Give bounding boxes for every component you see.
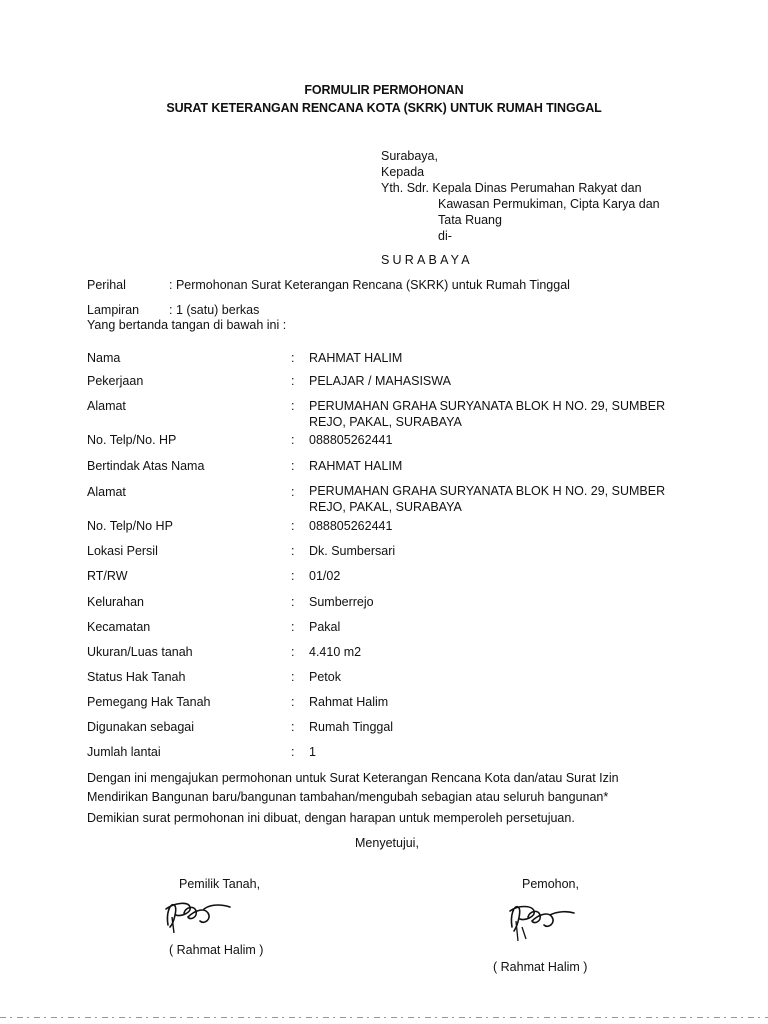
field-label: Pekerjaan (87, 374, 144, 388)
field-colon: : (291, 519, 295, 533)
field-colon: : (291, 695, 295, 709)
field-colon: : (291, 459, 295, 473)
applicant-signature (500, 897, 580, 947)
intro-text: Yang bertanda tangan di bawah ini : (87, 318, 287, 332)
scan-edge-divider (0, 1016, 768, 1019)
field-value: Pakal (309, 620, 341, 634)
lampiran-label: Lampiran (87, 303, 140, 317)
field-colon: : (291, 485, 295, 499)
field-value: RAHMAT HALIM (309, 351, 403, 365)
field-colon: : (291, 670, 295, 684)
field-value-line2: REJO, PAKAL, SURABAYA (309, 415, 462, 429)
field-label: Status Hak Tanah (87, 670, 186, 684)
recipient-line1: Yth. Sdr. Kepala Dinas Perumahan Rakyat dan (381, 181, 642, 195)
field-label: Pemegang Hak Tanah (87, 695, 211, 709)
field-value: 01/02 (309, 569, 341, 583)
field-label: Alamat (87, 399, 126, 413)
field-value: Rahmat Halim (309, 695, 389, 709)
recipient-city: SURABAYA (381, 253, 473, 267)
field-colon: : (291, 374, 295, 388)
recipient-di: di- (438, 229, 452, 243)
field-label: Jumlah lantai (87, 745, 161, 759)
field-label: Lokasi Persil (87, 544, 158, 558)
owner-name: ( Rahmat Halim ) (169, 943, 264, 957)
field-colon: : (291, 595, 295, 609)
field-value: PERUMAHAN GRAHA SURYANATA BLOK H NO. 29, SUMBER (309, 484, 666, 498)
closing-line2: Mendirikan Bangunan baru/bangunan tambahan/mengubah sebagian atau seluruh bangunan* (87, 790, 609, 804)
field-colon: : (291, 433, 295, 447)
field-colon: : (291, 620, 295, 634)
closing-statement: Demikian surat permohonan ini dibuat, dengan harapan untuk memperoleh persetujuan. (87, 811, 575, 825)
field-value-line2: REJO, PAKAL, SURABAYA (309, 500, 462, 514)
field-colon: : (291, 645, 295, 659)
form-subtitle: SURAT KETERANGAN RENCANA KOTA (SKRK) UNTUK RUMAH TINGGAL (166, 101, 602, 115)
closing-line1: Dengan ini mengajukan permohonan untuk Surat Keterangan Rencana Kota dan/atau Surat Izin (87, 771, 619, 785)
field-value: 4.410 m2 (309, 645, 362, 659)
form-title: FORMULIR PERMOHONAN (304, 83, 464, 97)
field-label: Kecamatan (87, 620, 151, 634)
owner-title: Pemilik Tanah, (179, 877, 261, 891)
field-label: Nama (87, 351, 121, 365)
field-label: Digunakan sebagai (87, 720, 195, 734)
field-label: RT/RW (87, 569, 128, 583)
lampiran-value: : 1 (satu) berkas (169, 303, 260, 317)
field-value: 1 (309, 745, 316, 759)
applicant-title: Pemohon, (522, 877, 579, 891)
approval-label: Menyetujui, (355, 836, 419, 850)
field-colon: : (291, 569, 295, 583)
field-value: 088805262441 (309, 433, 393, 447)
field-colon: : (291, 351, 295, 365)
field-value: Petok (309, 670, 341, 684)
applicant-name: ( Rahmat Halim ) (493, 960, 588, 974)
field-value: Rumah Tinggal (309, 720, 394, 734)
field-value: PELAJAR / MAHASISWA (309, 374, 451, 388)
recipient-line3: Tata Ruang (438, 213, 502, 227)
perihal-value: : Permohonan Surat Keterangan Rencana (SKRK) untuk Rumah Tinggal (169, 278, 570, 292)
field-label: Kelurahan (87, 595, 144, 609)
field-value: Dk. Sumbersari (309, 544, 396, 558)
recipient-kepada: Kepada (381, 165, 425, 179)
field-colon: : (291, 399, 295, 413)
perihal-label: Perihal (87, 278, 126, 292)
closing-paragraph (87, 769, 707, 807)
owner-signature (160, 895, 240, 943)
field-label: No. Telp/No HP (87, 519, 173, 533)
recipient-line2: Kawasan Permukiman, Cipta Karya dan (438, 197, 660, 211)
field-value: 088805262441 (309, 519, 393, 533)
field-colon: : (291, 745, 295, 759)
field-label: Ukuran/Luas tanah (87, 645, 193, 659)
field-colon: : (291, 720, 295, 734)
field-colon: : (291, 544, 295, 558)
field-label: Alamat (87, 485, 126, 499)
recipient-place: Surabaya, (381, 149, 438, 163)
field-value: RAHMAT HALIM (309, 459, 403, 473)
field-value: Sumberrejo (309, 595, 374, 609)
field-label: Bertindak Atas Nama (87, 459, 205, 473)
field-label: No. Telp/No. HP (87, 433, 177, 447)
field-value: PERUMAHAN GRAHA SURYANATA BLOK H NO. 29, SUMBER (309, 399, 666, 413)
